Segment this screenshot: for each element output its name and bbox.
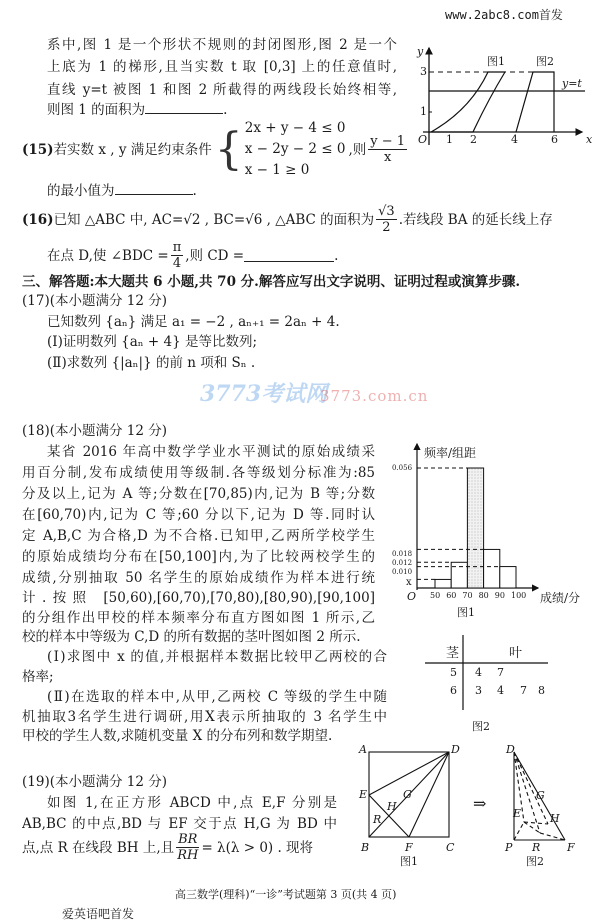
q18-line: 甲校的学生人数,求随机变量 X 的分布列和数学期望. <box>22 728 333 744</box>
denominator: RH <box>177 848 199 863</box>
histogram-bar <box>451 562 467 588</box>
histogram-bar <box>435 579 451 588</box>
denominator: x <box>383 150 392 165</box>
q14-line: 直线 y=t 被图 1 和图 2 所截得的两线段长始终相等, <box>47 82 397 98</box>
stem-leaf-caption: 图2 <box>472 720 490 733</box>
q14-prompt: 则图 1 的面积为 <box>47 102 146 118</box>
denominator: 4 <box>172 256 182 271</box>
numerator: π <box>172 240 182 255</box>
q18-label: (18)(本小题满分 12 分) <box>22 423 168 439</box>
point-label: E <box>359 788 368 801</box>
q19-line: AB,BC 的中点,BD 与 EF 交于点 H,G 为 BD 中 <box>22 816 337 832</box>
x-tick-label: 50 <box>430 591 441 600</box>
hist-xlabel: 成绩/分 <box>540 591 581 605</box>
q19-ratio-fraction <box>176 832 199 863</box>
q15-mid: ,则 <box>348 141 367 158</box>
x-tick-label: 60 <box>446 591 457 600</box>
y-tick-label: 0.010 <box>392 568 413 576</box>
figure-2-trapezoid <box>516 72 554 132</box>
fig1-caption: 图1 <box>400 855 418 868</box>
q15-prompt: 的最小值为 <box>47 183 115 199</box>
q14-last-line <box>47 101 227 119</box>
q14-line: 系中,图 1 是一个形状不规则的封闭图形,图 2 是一个 <box>47 37 397 53</box>
page-footer: 高三数学(理科)“一诊”考试题第 3 页(共 4 页) <box>175 888 397 901</box>
y-axis-label: y <box>417 45 424 58</box>
q16-prompt: ,则 CD = <box>185 247 245 264</box>
point-label: E <box>513 807 522 820</box>
point-label: F <box>405 841 413 854</box>
origin-label: O <box>418 133 428 146</box>
constraint-system <box>215 118 346 181</box>
point-label: C <box>446 841 455 854</box>
period: . <box>192 183 197 199</box>
q15-prefix: 若实数 x , y 满足约束条件 <box>53 141 212 158</box>
q18-line: 机抽取3名学生进行调研,用X表示所抽取的 3 名学生中 <box>22 709 387 725</box>
q18-line: 计.按照 [50,60),[60,70),[70,80),[80,90),[90,100] <box>22 590 375 606</box>
point-label: G <box>536 789 545 802</box>
y-tick: 1 <box>420 105 427 118</box>
hist-origin: O <box>407 590 417 603</box>
fig2-caption: 图2 <box>526 855 544 868</box>
q16-text: 已知 △ABC 中, AC=√2 , BC=√6 , △ABC 的面积为 <box>53 211 375 228</box>
q14-line: 上底为 1 的梯形,且当实数 t 取 [0,3] 上的任意值时, <box>47 59 397 75</box>
q15-fraction <box>368 134 407 165</box>
stem-header: 茎 <box>446 646 460 661</box>
histogram-bar <box>467 468 483 588</box>
constraint: 2x + y − 4 ≤ 0 <box>244 120 346 136</box>
section-title: 三、解答题:本大题共 6 小题,共 70 分.解答应写出文字说明、证明过程或演算步骤. <box>22 274 521 290</box>
q17-line: 已知数列 {aₙ} 满足 a₁ = −2 , aₙ₊₁ = 2aₙ + 4. <box>47 314 340 330</box>
point-label: R <box>532 841 541 854</box>
histogram-bar <box>484 549 500 588</box>
hist-caption: 图1 <box>457 606 475 619</box>
stem: 5 <box>450 666 457 679</box>
fig2-label: 图2 <box>536 55 554 68</box>
x-tick: 6 <box>551 133 558 146</box>
q19-line3 <box>22 832 313 863</box>
q18-line: 成绩,分别抽取 50 名学生的原始成绩作为样本进行统 <box>22 570 375 586</box>
figure-1-shape <box>431 72 505 132</box>
hist-ylabel: 频率/组距 <box>424 446 477 460</box>
q16-angle-fraction <box>171 240 184 271</box>
leaf: 7 <box>497 666 504 679</box>
leaf: 3 <box>475 684 482 697</box>
leaf: 4 <box>475 666 482 679</box>
leaf: 8 <box>538 684 545 697</box>
point-label: A <box>359 743 367 756</box>
answer-blank[interactable] <box>244 249 334 262</box>
numerator: y − 1 <box>370 134 406 149</box>
stem: 6 <box>450 684 457 697</box>
point-label: H <box>550 812 560 825</box>
q19-label: (19)(本小题满分 12 分) <box>22 774 168 790</box>
q15-line1 <box>22 118 409 181</box>
q16-line1 <box>22 204 553 235</box>
q19-line-end: = λ(λ > 0) . 现将 <box>201 839 314 856</box>
watermark-url: 3773.com.cn <box>320 387 429 405</box>
q15-last-line <box>47 182 197 200</box>
x-tick: 2 <box>470 133 477 146</box>
q19-line: 如图 1,在正方形 ABCD 中,点 E,F 分别是 <box>47 795 337 811</box>
point-label: F <box>567 841 575 854</box>
x-tick: 4 <box>511 133 518 146</box>
q18-line: 的原始成绩均分布在[50,100]内,为了比较两校学生的 <box>22 549 375 565</box>
x-tick: 1 <box>446 133 453 146</box>
constraint: x − 2y − 2 ≤ 0 <box>244 141 346 157</box>
point-label: P <box>505 841 513 854</box>
answer-blank[interactable] <box>115 182 193 195</box>
point-label: D <box>506 743 515 756</box>
q16-line2 <box>47 240 338 271</box>
q18-line: 在[60,70)内,记为 C 等;60 分以下,记为 D 等.同时认 <box>22 507 375 523</box>
q18-line: 校的样本中等级为 C,D 的所有数据的茎叶图如图 2 所示. <box>22 629 361 645</box>
q18-line: 某省 2016 年高中数学学业水平测试的原始成绩采 <box>47 444 375 460</box>
histogram-bar <box>500 567 516 588</box>
q18-line: (Ⅰ)求图中 x 的值,并根据样本数据比较甲乙两校的合 <box>47 649 387 665</box>
y-tick-label: x <box>406 577 412 588</box>
y-tick-label: 0.056 <box>392 464 413 472</box>
q19-line: 点,点 R 在线段 BH 上,且 <box>22 839 175 856</box>
y-tick-label: 0.018 <box>392 550 413 558</box>
numerator: BR <box>178 832 198 847</box>
brace-icon: { <box>214 123 243 175</box>
constraint: x − 1 ≥ 0 <box>244 162 310 178</box>
q16-area-fraction <box>376 204 397 235</box>
point-label: D <box>451 743 460 756</box>
source-note: 爱英语吧首发 <box>62 907 135 921</box>
q17-label: (17)(本小题满分 12 分) <box>22 293 168 309</box>
q18-line: 分及以上,记为 A 等;分数在[70,85)内,记为 B 等;分数 <box>22 486 375 502</box>
q18-line: 用百分制,发布成绩使用等级制.各等级划分标准为:85 <box>22 465 375 481</box>
period: . <box>334 247 339 264</box>
x-tick-label: 70 <box>462 591 473 600</box>
x-tick-label: 80 <box>478 591 489 600</box>
point-label: B <box>361 841 370 854</box>
fig1-label: 图1 <box>487 55 505 68</box>
q16-text-end: .若线段 BA 的延长线上存 <box>398 211 553 228</box>
q16-label: (16) <box>22 211 54 228</box>
q17-line: (Ⅰ)证明数列 {aₙ + 4} 是等比数列; <box>47 334 258 350</box>
y-tick-label: 0.012 <box>392 559 413 567</box>
leaf: 4 <box>497 684 504 697</box>
period: . <box>223 102 228 118</box>
leaf: 7 <box>520 684 527 697</box>
watermark-logo: 3773考试网 <box>200 381 328 407</box>
denominator: 2 <box>382 220 391 235</box>
answer-blank[interactable] <box>145 101 223 114</box>
point-label: H <box>387 800 397 813</box>
q18-line: 的分组作出甲校的样本频率分布直方图如图 1 所示,乙 <box>22 610 375 626</box>
q18-line: (Ⅱ)在选取的样本中,从甲,乙两校 C 等级的学生中随 <box>47 689 387 705</box>
q15-label: (15) <box>22 141 54 158</box>
source-watermark: www.2abc8.com首发 <box>445 8 563 22</box>
leaf-header: 叶 <box>509 646 523 661</box>
q18-line: 定 A,B,C 为合格,D 为不合格.已知甲,乙两所学校学生 <box>22 528 375 544</box>
point-label: G <box>403 788 412 801</box>
x-tick-label: 100 <box>511 591 527 600</box>
line-label: y=t <box>562 77 582 90</box>
x-axis-label: x <box>586 133 593 146</box>
implies-arrow-icon: ⇒ <box>473 794 487 813</box>
point-label: R <box>373 813 382 826</box>
q18-line: 格率; <box>22 669 54 685</box>
numerator: √3 <box>378 204 395 219</box>
q16-line2-text: 在点 D,使 ∠BDC = <box>47 247 169 264</box>
y-tick: 3 <box>420 65 427 78</box>
x-tick-label: 90 <box>494 591 505 600</box>
q17-line: (Ⅱ)求数列 {|aₙ|} 的前 n 项和 Sₙ . <box>47 355 256 371</box>
